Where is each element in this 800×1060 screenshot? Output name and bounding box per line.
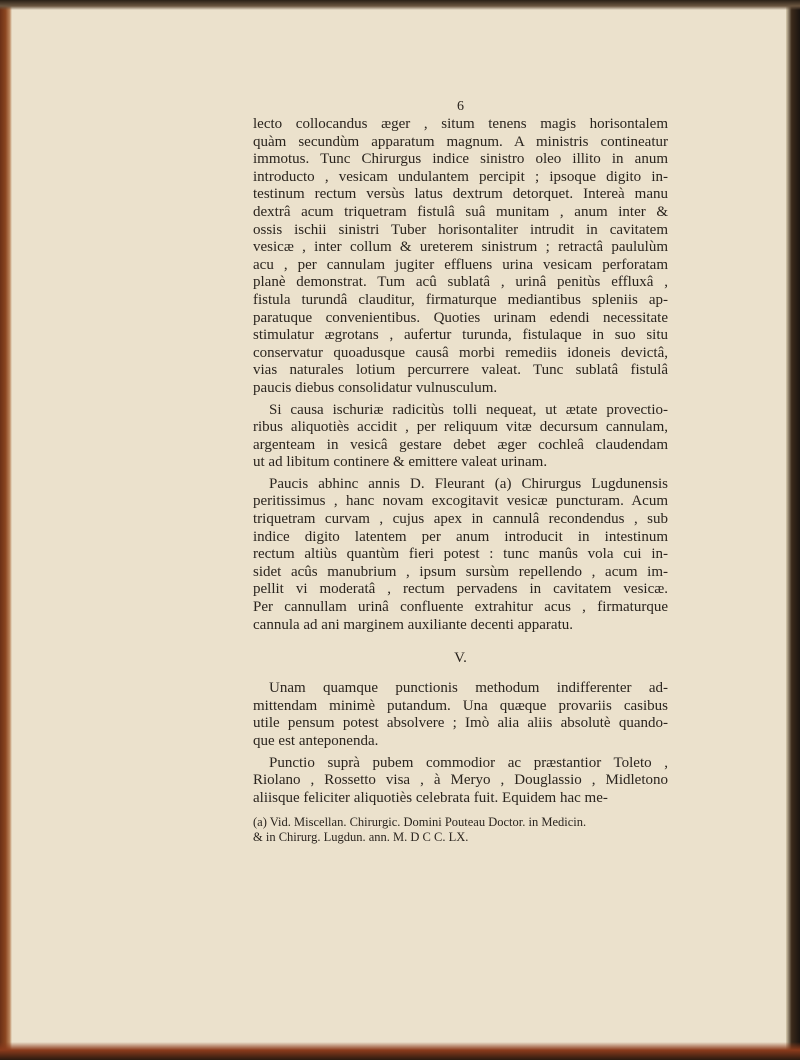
page-edge-bottom	[0, 1042, 800, 1060]
text-line: testinum rectum versùs latus dextrum detorquet. Intereà manu	[253, 186, 668, 203]
text-line: acu , per cannulam jugiter effluens urina vesicam perforatam	[253, 256, 668, 273]
page-number: 6	[457, 99, 464, 114]
text-line: vias naturales lotium percurrere valeat. Tunc sublatâ fistulâ	[253, 362, 668, 379]
paragraphs-before-heading	[253, 116, 668, 634]
text-line: argenteam in vesicâ gestare debet æger cochleâ claudendam	[253, 436, 668, 453]
text-line: Si causa ischuriæ radicitùs tolli nequeat, ut ætate provectio-	[269, 401, 668, 418]
page-edge-top	[0, 0, 800, 10]
page-edge-right	[786, 0, 800, 1060]
paragraphs-after-heading	[253, 680, 668, 807]
paragraph	[253, 402, 668, 472]
text-line: quàm secundùm apparatum magnum. A ministris contineatur	[253, 133, 668, 150]
text-line: rectum altiùs quantùm fieri potest : tunc manûs vola cui in-	[253, 546, 668, 563]
text-line: Per cannullam urinâ confluente extrahitur acus , firmaturque	[253, 599, 668, 616]
text-line: fistula turundâ clauditur, firmaturque mediantibus spleniis ap-	[253, 291, 668, 308]
text-line: mittendam minimè putandum. Una quæque provariis casibus	[253, 697, 668, 714]
text-line: que est anteponenda.	[253, 733, 379, 749]
section-heading: V.	[454, 650, 467, 667]
paragraph	[253, 755, 668, 808]
footnote-line: (a) Vid. Miscellan. Chirurgic. Domini Pouteau Doctor. in Medicin.	[253, 815, 587, 830]
text-line: conservatur quoadusque causâ morbi remediis idoneis devictâ,	[253, 344, 668, 361]
paragraph	[253, 476, 668, 634]
text-line: ribus aliquotiès accidit , per reliquum vitæ decursum cannulam,	[253, 419, 668, 436]
text-line: planè demonstrat. Tum acû sublatâ , urinâ penitùs effluxâ ,	[253, 274, 668, 291]
text-line: paratuque convenientibus. Quoties urinam edendi necessitate	[253, 309, 668, 326]
text-line: indice digito latentem per anum introducit in intestinum	[253, 528, 668, 545]
text-line: Riolano , Rossetto visa , à Meryo , Douglassio , Midletono	[253, 772, 668, 789]
footnote	[253, 815, 668, 845]
text-line: introducto , vesicam undulantem percipit ; ipsoque digito in-	[253, 168, 668, 185]
text-line: sidet acûs manubrium , ipsum sursùm repellendo , acum im-	[253, 563, 668, 580]
text-line: Punctio suprà pubem commodior ac præstantior Toleto ,	[269, 754, 668, 771]
text-block	[253, 100, 668, 845]
text-line: peritissimus , hanc novam excogitavit vesicæ puncturam. Acum	[253, 493, 668, 510]
text-line: Unam quamque punctionis methodum indifferenter ad-	[269, 680, 668, 697]
text-line: aliisque feliciter aliquotiès celebrata fuit. Equidem hac me-	[253, 789, 608, 806]
text-line: Paucis abhinc annis D. Fleurant (a) Chirurgus Lugdunensis	[269, 475, 668, 492]
text-line: lecto collocandus æger , situm tenens magis horisontalem	[253, 116, 668, 132]
text-line: ut ad libitum continere & emittere valeat urinam.	[253, 454, 548, 471]
text-line: immotus. Tunc Chirurgus indice sinistro oleo illito in anum	[253, 151, 668, 168]
footnote-line: & in Chirurg. Lugdun. ann. M. D C C. LX.	[253, 830, 469, 845]
text-line: utile pensum potest absolvere ; Imò alia aliis absolutè quando-	[253, 715, 668, 732]
text-line: pellit vi moderatâ , rectum pervadens in cavitatem vesicæ.	[253, 581, 668, 598]
paragraph	[253, 680, 668, 750]
text-line: ossis ischii sinistri Tuber horisontaliter intrudit in cavitatem	[253, 221, 668, 238]
text-line: vesicæ , inter collum & ureterem sinistrum ; retractâ paululùm	[253, 239, 668, 256]
text-line: triquetram curvam , cujus apex in cannulâ recondendus , sub	[253, 511, 668, 528]
paragraph	[253, 116, 668, 398]
text-line: paucis diebus consolidatur vulnusculum.	[253, 379, 498, 396]
text-line: cannula ad ani marginem auxiliante decenti apparatu.	[253, 616, 574, 633]
binding-edge	[0, 0, 12, 1060]
text-line: dextrâ acum triquetram fistulâ suâ munitam , anum inter &	[253, 203, 668, 220]
text-line: stimulatur ægrotans , aufertur turunda, fistulaque in suo situ	[253, 327, 668, 344]
